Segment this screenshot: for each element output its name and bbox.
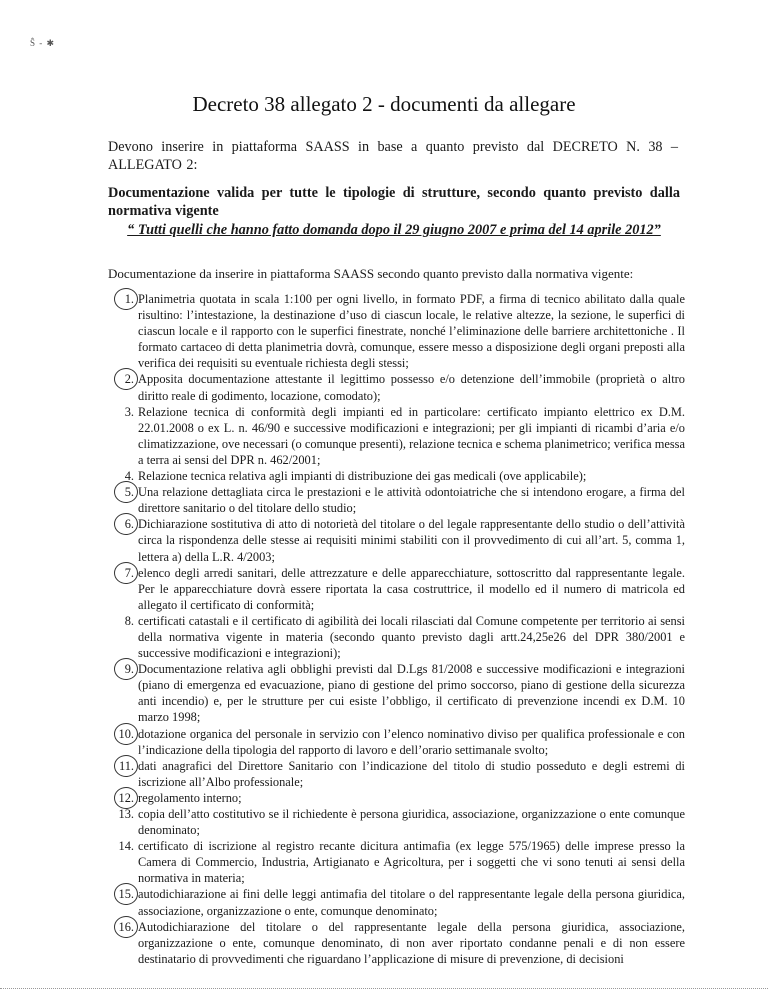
item-number: 16. bbox=[100, 919, 134, 935]
list-item bbox=[100, 516, 685, 564]
item-number: 13. bbox=[118, 807, 134, 821]
item-number: 12. bbox=[100, 790, 134, 806]
list-item bbox=[100, 291, 685, 371]
intro-paragraph: Devono inserire in piattaforma SAASS in base a quanto previsto dal DECRETO N. 38 – ALLEGATO 2: bbox=[108, 139, 678, 173]
item-text: certificati catastali e il certificato di agibilità dei locali rilasciati dal Comune competente per territorio ai sensi della normativa vigente in materia (secondo quanto previsto dagli artt.24,25e26 del DPR 380/2001 e successive modificazioni e integrazioni); bbox=[138, 613, 685, 661]
item-number: 10. bbox=[100, 726, 134, 742]
list-item bbox=[100, 919, 685, 967]
list-item bbox=[100, 758, 685, 790]
item-number: 4. bbox=[124, 469, 134, 484]
list-item bbox=[100, 404, 685, 468]
item-number: 7. bbox=[100, 565, 134, 581]
item-text: certificato di iscrizione al registro recante dicitura antimafia (ex legge 575/1965) delle imprese presso la Camera di Commercio, Industria, Artigianato e Agricoltura, per i soggetti che vi sono tenuti ai sensi della normativa in materia; bbox=[138, 839, 685, 886]
list-item bbox=[100, 565, 685, 613]
item-number: 2. bbox=[100, 371, 134, 387]
section-heading: Documentazione valida per tutte le tipologie di strutture, secondo quanto previsto dalla normativa vigente bbox=[108, 185, 680, 219]
list-item bbox=[100, 371, 685, 403]
item-text: dotazione organica del personale in servizio con l’elenco nominativo diviso per qualifica professionale e con l’indicazione della tipologia del rapporto di lavoro e dell’orario settimanale svolto; bbox=[138, 726, 685, 757]
item-number: 6. bbox=[100, 516, 134, 532]
page-title: Decreto 38 allegato 2 - documenti da allegare bbox=[192, 92, 576, 116]
list-item bbox=[100, 726, 685, 758]
list-item bbox=[100, 484, 685, 516]
list-item bbox=[100, 468, 685, 484]
item-number: 5. bbox=[100, 484, 134, 500]
document-list bbox=[100, 291, 685, 967]
item-text: Relazione tecnica relativa agli impianti di distribuzione dei gas medicali (ove applicabile); bbox=[138, 469, 587, 484]
item-number: 11. bbox=[100, 758, 134, 774]
item-text: Planimetria quotata in scala 1:100 per ogni livello, in formato PDF, a firma di tecnico abilitato dalla quale risultino: l’intestazione, la destinazione d’uso di ciascun locale, le relative altezze, la sezione, le superfici di ciascun locale e il rapporto con le superfici finestrate, nonché l’eliminazione delle barriere architettoniche . Il formato cartaceo di detta planimetria dovrà, comunque, essere messo a disposizione degli organi preposti alla verifica dei requisiti su eventuale richiesta degli stessi; bbox=[138, 292, 685, 371]
item-number: 1. bbox=[100, 291, 134, 307]
item-text: Documentazione relativa agli obblighi previsti dal D.Lgs 81/2008 e successive modificazioni e integrazioni (piano di emergenza ed evacuazione, piano di gestione del primo soccorso, piano di gestione della sicurezza anti incendio) e, per le strutture per cui esiste l’obbligo, il certificato di prevenzione incendi ex D.M. 10 marzo 1998; bbox=[138, 662, 685, 725]
item-text: Relazione tecnica di conformità degli impianti ed in particolare: certificato impianto elettrico ex D.M. 22.01.2008 o ex L. n. 46/90 e successive modificazioni e integrazioni; per gli impianti di ricambi d’aria e/o climatizzazione, ove necessari (o comunque presenti), relazione tecnica e schema planimetrico; verifica messa a terra ai sensi del DPR n. 462/2001; bbox=[138, 404, 685, 467]
item-text: elenco degli arredi sanitari, delle attrezzature e delle apparecchiature, sottoscritto dal rappresentante legale. Per le apparecchiature dovrà essere riportata la casa costruttrice, il modello ed il numero di matricola ed allegato il certificato di conformità; bbox=[138, 565, 685, 612]
list-item bbox=[100, 613, 685, 661]
item-number: 3. bbox=[124, 404, 134, 419]
item-number: 14. bbox=[118, 839, 134, 854]
item-text: regolamento interno; bbox=[138, 790, 242, 805]
item-text: dati anagrafici del Direttore Sanitario con l’indicazione del titolo di studio posseduto e degli estremi di iscrizione all’Albo professionale; bbox=[138, 758, 685, 789]
list-lead-text: Documentazione da inserire in piattaforma SAASS secondo quanto previsto dalla normativa vigente: bbox=[108, 266, 634, 281]
section-subheading: “ Tutti quelli che hanno fatto domanda dopo il 29 giugno 2007 e prima del 14 aprile 2012” bbox=[127, 222, 661, 238]
item-number: 15. bbox=[100, 886, 134, 902]
scan-bottom-edge bbox=[0, 988, 768, 989]
list-item bbox=[100, 790, 685, 806]
handwritten-margin-note: Ŝ - ✱ bbox=[30, 38, 56, 48]
item-number: 8. bbox=[124, 613, 134, 628]
list-item bbox=[100, 661, 685, 725]
list-item bbox=[100, 838, 685, 886]
list-item bbox=[100, 806, 685, 838]
item-text: Una relazione dettagliata circa le prestazioni e le attività odontoiatriche che si intendono erogare, a firma del direttore sanitario o del titolare dello studio; bbox=[138, 485, 685, 516]
list-item bbox=[100, 886, 685, 918]
item-text: Autodichiarazione del titolare o del rappresentante legale della persona giuridica, associazione, organizzazione o ente, comunque denominato, di non aver riportato condanne penali e di non essere destinatario di provvedimenti che riguardano l’applicazione di misure di prevenzione, di decisioni bbox=[138, 919, 685, 966]
item-text: Dichiarazione sostitutiva di atto di notorietà del titolare o del legale rappresentante dello studio o dell’attività circa la rispondenza delle stesse ai requisiti minimi stabiliti con il provvedimento di cui all’art. 5, comma 1, lettera a) della L.R. 4/2003; bbox=[138, 517, 685, 564]
item-text: copia dell’atto costitutivo se il richiedente è persona giuridica, associazione, organizzazione o ente comunque denominato; bbox=[138, 807, 685, 838]
item-text: Apposita documentazione attestante il legittimo possesso e/o detenzione dell’immobile (proprietà o altro diritto reale di godimento, locazione, comodato); bbox=[138, 372, 685, 403]
item-text: autodichiarazione ai fini delle leggi antimafia del titolare o del rappresentante legale della persona giuridica, associazione, organizzazione o ente, comunque denominato; bbox=[138, 887, 685, 918]
item-number: 9. bbox=[100, 661, 134, 677]
